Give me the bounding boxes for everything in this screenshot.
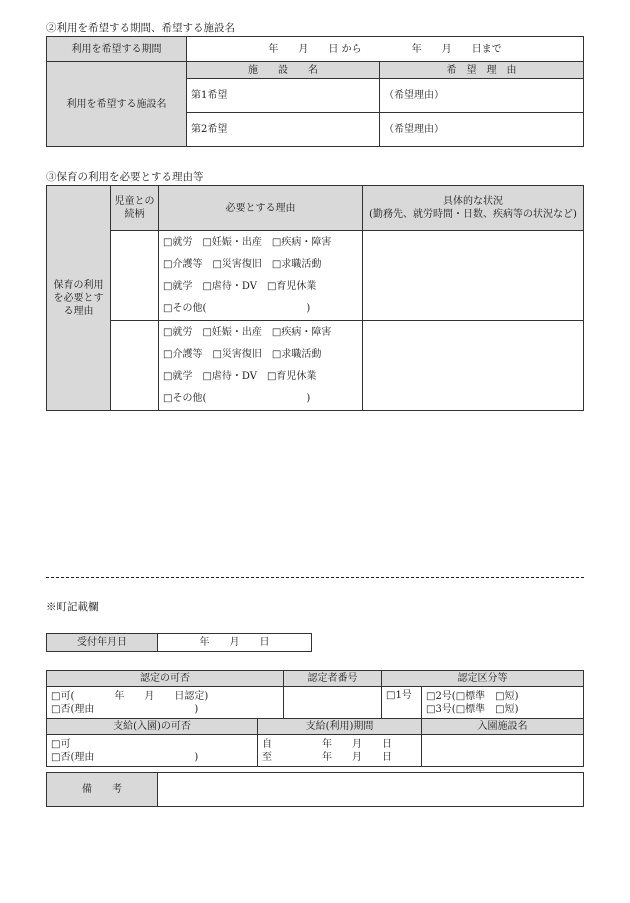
reason-option[interactable]: □就学 □虐待・DV □育児休業: [163, 371, 317, 382]
office-table: [46, 670, 584, 767]
detail-cell-2[interactable]: [363, 321, 584, 411]
reason-option[interactable]: □就労 □妊娠・出産 □疾病・障害: [163, 327, 332, 338]
entry-facility-cell[interactable]: [422, 735, 584, 767]
second-choice-reason[interactable]: （希望理由）: [380, 113, 584, 147]
received-date-label: 受付年月日: [47, 634, 158, 652]
cert-number-label: 認定者番号: [284, 671, 382, 687]
reason-option[interactable]: □就労 □妊娠・出産 □疾病・障害: [163, 237, 332, 248]
cut-line: [46, 577, 584, 578]
cert-label: 認定の可否: [47, 671, 284, 687]
cert-number-cell[interactable]: [284, 687, 382, 719]
received-date-value[interactable]: 年 月 日: [158, 634, 312, 652]
payment-options[interactable]: [47, 735, 258, 767]
section3-heading: ③保育の利用を必要とする理由等: [46, 171, 204, 183]
cert-class-label: 認定区分等: [382, 671, 584, 687]
pay-no-option[interactable]: □否(理由 ): [51, 751, 199, 763]
col-detail: 具体的な状況 (勤務先、就労時間・日数、疾病等の状況など): [363, 186, 584, 231]
reason-option[interactable]: □その他( ): [163, 303, 311, 314]
reason-options-1[interactable]: [159, 231, 363, 321]
period-to[interactable]: 至 年 月 日: [262, 751, 392, 763]
class-1-option[interactable]: □1号: [382, 687, 422, 719]
section2-table: [46, 36, 584, 147]
entry-facility-label: 入園施設名: [422, 719, 584, 735]
col-required-reason: 必要とする理由: [159, 186, 363, 231]
remarks-label: 備 考: [47, 773, 158, 807]
payment-label: 支給(入園)の可否: [47, 719, 258, 735]
cert-yes-option[interactable]: □可( 年 月 日認定): [51, 690, 209, 702]
col-wish-reason: 希 望 理 由: [380, 62, 584, 79]
first-choice[interactable]: 第1希望: [187, 79, 380, 113]
payment-period[interactable]: [258, 735, 422, 767]
first-choice-reason[interactable]: （希望理由）: [380, 79, 584, 113]
remarks-cell[interactable]: [158, 773, 584, 807]
period-label: 利用を希望する期間: [47, 37, 187, 62]
payment-period-label: 支給(利用)期間: [258, 719, 422, 735]
col-facility-name: 施 設 名: [187, 62, 380, 79]
period-from[interactable]: 自 年 月 日: [262, 738, 392, 750]
cert-no-option[interactable]: □否(理由 ): [51, 703, 199, 715]
period-value[interactable]: 年 月 日 から 年 月 日まで: [187, 37, 584, 62]
reason-option[interactable]: □就学 □虐待・DV □育児休業: [163, 281, 317, 292]
pay-yes-option[interactable]: □可: [51, 738, 71, 750]
detail-cell-1[interactable]: [363, 231, 584, 321]
section3-table: [46, 185, 584, 411]
cert-options[interactable]: [47, 687, 284, 719]
remarks-table: [46, 772, 584, 807]
reason-option[interactable]: □介護等 □災害復旧 □求職活動: [163, 349, 322, 360]
class-2-option[interactable]: □2号(□標準 □短): [426, 690, 519, 702]
relation-cell-1[interactable]: [111, 231, 159, 321]
class-3-option[interactable]: □3号(□標準 □短): [426, 703, 519, 715]
reason-options-2[interactable]: [159, 321, 363, 411]
childcare-reason-label: 保育の利用を必要とする理由: [47, 186, 111, 411]
facility-label: 利用を希望する施設名: [47, 62, 187, 147]
reason-option[interactable]: □介護等 □災害復旧 □求職活動: [163, 259, 322, 270]
relation-cell-2[interactable]: [111, 321, 159, 411]
office-heading: ※町記載欄: [46, 601, 99, 613]
reason-option[interactable]: □その他( ): [163, 393, 311, 404]
section2-heading: ②利用を希望する期間、希望する施設名: [46, 22, 235, 34]
second-choice[interactable]: 第2希望: [187, 113, 380, 147]
col-relation: 児童との続柄: [111, 186, 159, 231]
class-2-3-options[interactable]: [422, 687, 584, 719]
received-date-table: [46, 633, 312, 652]
